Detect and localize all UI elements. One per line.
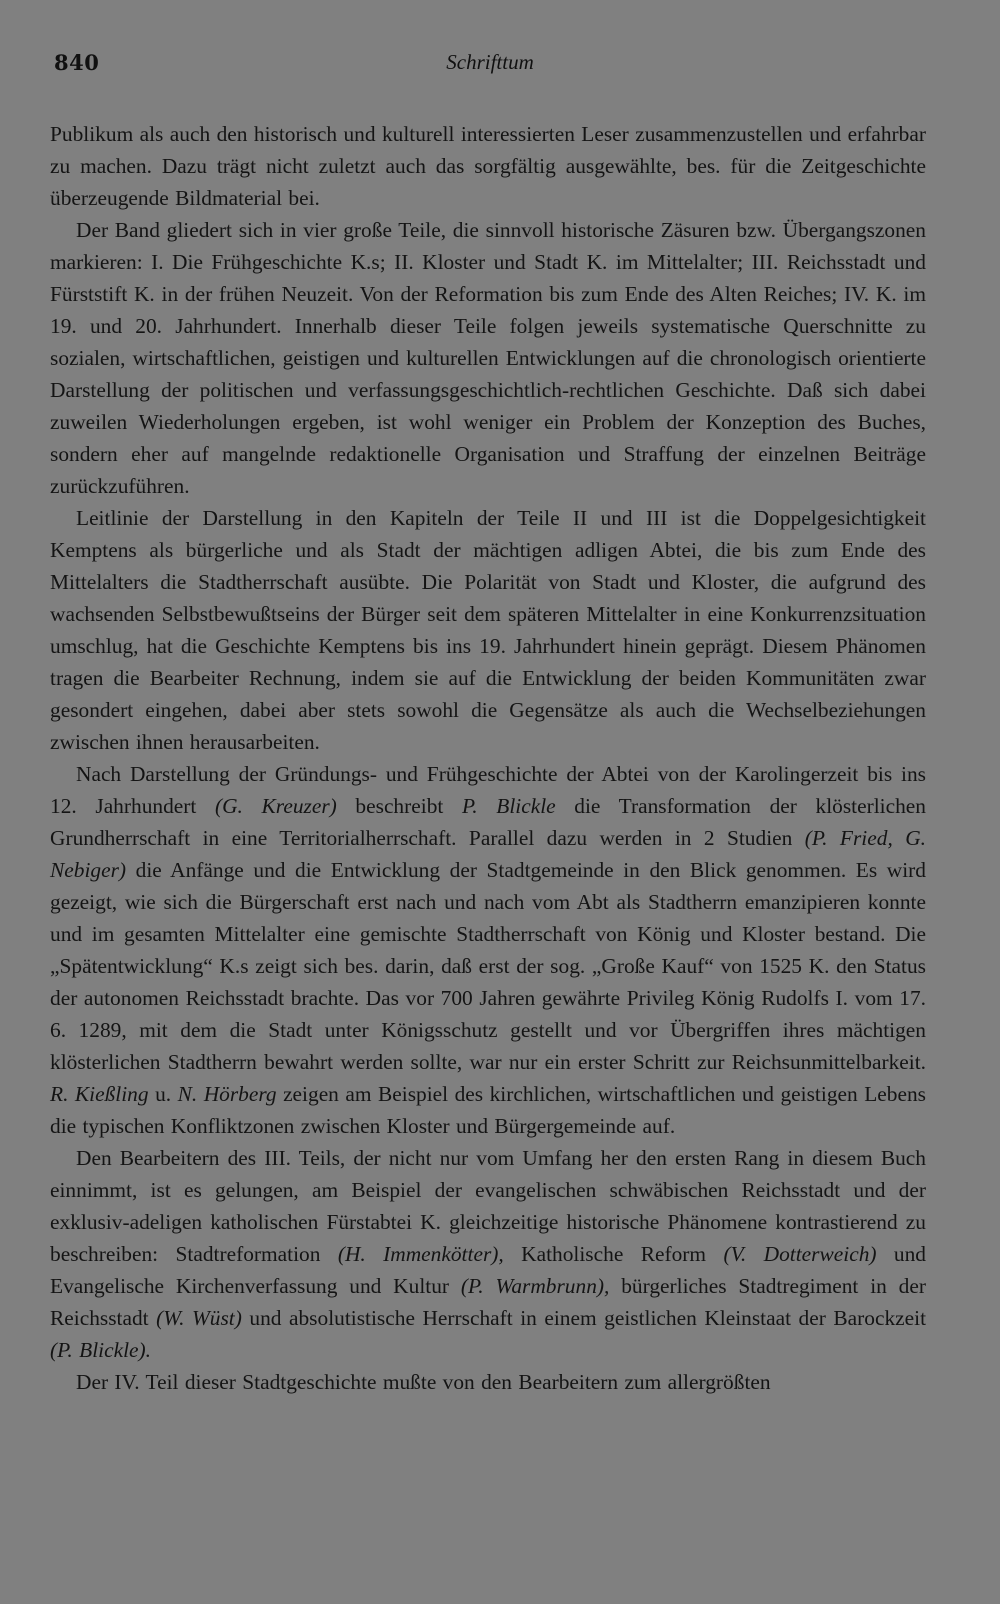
author-name: N. Hörberg <box>177 1082 277 1106</box>
text-segment: Leitlinie der Darstellung in den Kapiteln der Teile II und III ist die Doppelgesichtigkeit Kemptens als bürgerliche und als Stadt der mächtigen adligen Abtei, die bis zum Ende des Mittelalters die Stadtherrschaft ausübte. Die Polarität von Stadt und Kloster, die aufgrund des wachsenden Selbstbewußtseins der Bürger seit dem späteren Mittelalter in eine Konkurrenzsituation umschlug, hat die Geschichte Kemptens bis ins 19. Jahrhundert hinein geprägt. Diesem Phänomen tragen die Bearbeiter Rechnung, indem sie auf die Entwicklung der beiden Kommunitäten zwar gesondert eingehen, dabei aber stets sowohl die Gegensätze als auch die Wechselbeziehungen zwischen ihnen herausarbeiten. <box>50 506 926 754</box>
running-head <box>54 50 926 84</box>
body-text <box>50 118 926 1398</box>
text-segment: zeigen am Beispiel des kirchlichen, wirtschaftlichen und geistigen Lebens die typischen Konfliktzonen zwischen Kloster und Bürgergemeinde auf. <box>50 1082 926 1138</box>
text-segment: Den Bearbeitern des III. Teils, der nicht nur vom Umfang her den ersten Rang in diesem Buch einnimmt, ist es gelungen, am Beispiel der evangelischen schwäbischen Reichsstadt und der exklusiv-adeligen katholischen Fürstabtei K. gleichzeitige historische Phänomene kontrastierend zu beschreiben: Stadtreformation <box>50 1146 926 1266</box>
paragraph <box>50 1366 926 1398</box>
text-segment: Katholische Reform <box>503 1242 724 1266</box>
author-name: (P. Blickle). <box>50 1338 151 1362</box>
text-segment: die Anfänge und die Entwicklung der Stadtgemeinde in den Blick genommen. Es wird gezeigt, wie sich die Bürgerschaft erst nach und nach vom Abt als Stadtherrn emanzipieren konnte und im gesamten Mittelalter eine gemischte Stadtherrschaft von König und Kloster bestand. Die „Spätentwicklung“ K.s zeigt sich bes. darin, daß erst der sog. „Große Kauf“ von 1525 K. den Status der autonomen Reichsstadt brachte. Das vor 700 Jahren gewährte Privileg König Rudolfs I. vom 17. 6. 1289, mit dem die Stadt unter Königsschutz gestellt und vor Übergriffen ihres mächtigen klösterlichen Stadtherrn bewahrt werden sollte, war nur ein erster Schritt zur Reichsunmittelbarkeit. <box>50 858 926 1074</box>
text-segment: die Transformation der klösterlichen Grundherrschaft in eine Territorialherrschaft. Parallel dazu werden in 2 Studien <box>50 794 926 850</box>
paragraph <box>50 502 926 758</box>
text-segment: bürgerliches Stadtregiment in der Reichsstadt <box>50 1274 926 1330</box>
text-segment: Publikum als auch den historisch und kulturell interessierten Leser zusammenzustellen und erfahrbar zu machen. Dazu trägt nicht zuletzt auch das sorgfältig ausgewählte, bes. für die Zeitgeschichte überzeugende Bildmaterial bei. <box>50 122 926 210</box>
author-name: P. Blickle <box>461 794 556 818</box>
paragraph <box>50 118 926 214</box>
author-name: (V. Dotterweich) <box>723 1242 877 1266</box>
page-number: 840 <box>54 50 100 75</box>
author-name: (P. Warmbrunn), <box>460 1274 610 1298</box>
paragraph <box>50 214 926 502</box>
author-name: (P. Fried, G. Nebiger) <box>50 826 926 882</box>
journal-title: Schrifttum <box>446 50 534 74</box>
author-name: (W. Wüst) <box>156 1306 242 1330</box>
text-segment: Nach Darstellung der Gründungs- und Frühgeschichte der Abtei von der Karolingerzeit bis ins 12. Jahrhundert <box>50 762 926 818</box>
text-segment: und absolutistische Herrschaft in einem geistlichen Kleinstaat der Barockzeit <box>241 1306 927 1330</box>
text-segment: und Evangelische Kirchenverfassung und Kultur <box>50 1242 927 1298</box>
text-segment: Der IV. Teil dieser Stadtgeschichte mußte von den Bearbeitern zum allergrößten <box>76 1370 771 1394</box>
paragraph <box>50 1142 926 1366</box>
author-name: R. Kießling <box>50 1082 149 1106</box>
text-segment: u. <box>148 1082 178 1106</box>
author-name: (H. Immenkötter), <box>337 1242 504 1266</box>
author-name: (G. Kreuzer) <box>214 794 337 818</box>
text-segment: Der Band gliedert sich in vier große Teile, die sinnvoll historische Zäsuren bzw. Übergangszonen markieren: I. Die Frühgeschichte K.s; II. Kloster und Stadt K. im Mittelalter; III. Reichsstadt und Fürststift K. in der frühen Neuzeit. Von der Reformation bis zum Ende des Alten Reiches; IV. K. im 19. und 20. Jahrhundert. Innerhalb dieser Teile folgen jeweils systematische Querschnitte zu sozialen, wirtschaftlichen, geistigen und kulturellen Entwicklungen auf die chronologisch orientierte Darstellung der politischen und verfassungsgeschichtlich-rechtlichen Geschichte. Daß sich dabei zuweilen Wiederholungen ergeben, ist wohl weniger ein Problem der Konzeption des Buches, sondern eher auf mangelnde redaktionelle Organisation und Straffung der einzelnen Beiträge zurückzuführen. <box>50 218 926 498</box>
text-segment: beschreibt <box>336 794 462 818</box>
paragraph <box>50 758 926 1142</box>
